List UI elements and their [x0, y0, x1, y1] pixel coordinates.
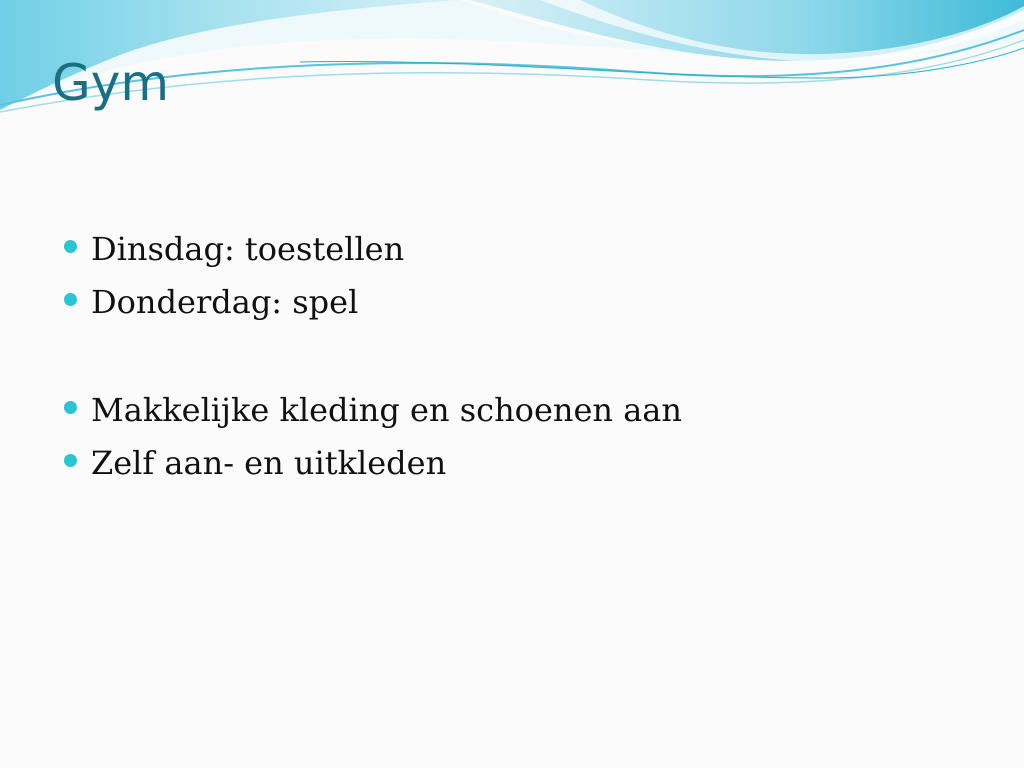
bullet-text: Donderdag: spel	[91, 282, 359, 321]
bullet-dot-icon	[64, 293, 77, 306]
bullet-text: Dinsdag: toestellen	[91, 229, 405, 268]
bullet-item	[64, 222, 964, 275]
bullet-item	[64, 436, 964, 489]
bullet-list	[64, 222, 964, 489]
bullet-item	[64, 275, 964, 328]
bullet-dot-icon	[64, 401, 77, 414]
bullet-dot-icon	[64, 454, 77, 467]
bullet-text: Makkelijke kleding en schoenen aan	[91, 390, 682, 429]
slide-title: Gym	[52, 54, 170, 112]
bullet-dot-icon	[64, 240, 77, 253]
bullet-text: Zelf aan- en uitkleden	[91, 443, 447, 482]
bullet-item	[64, 383, 964, 436]
